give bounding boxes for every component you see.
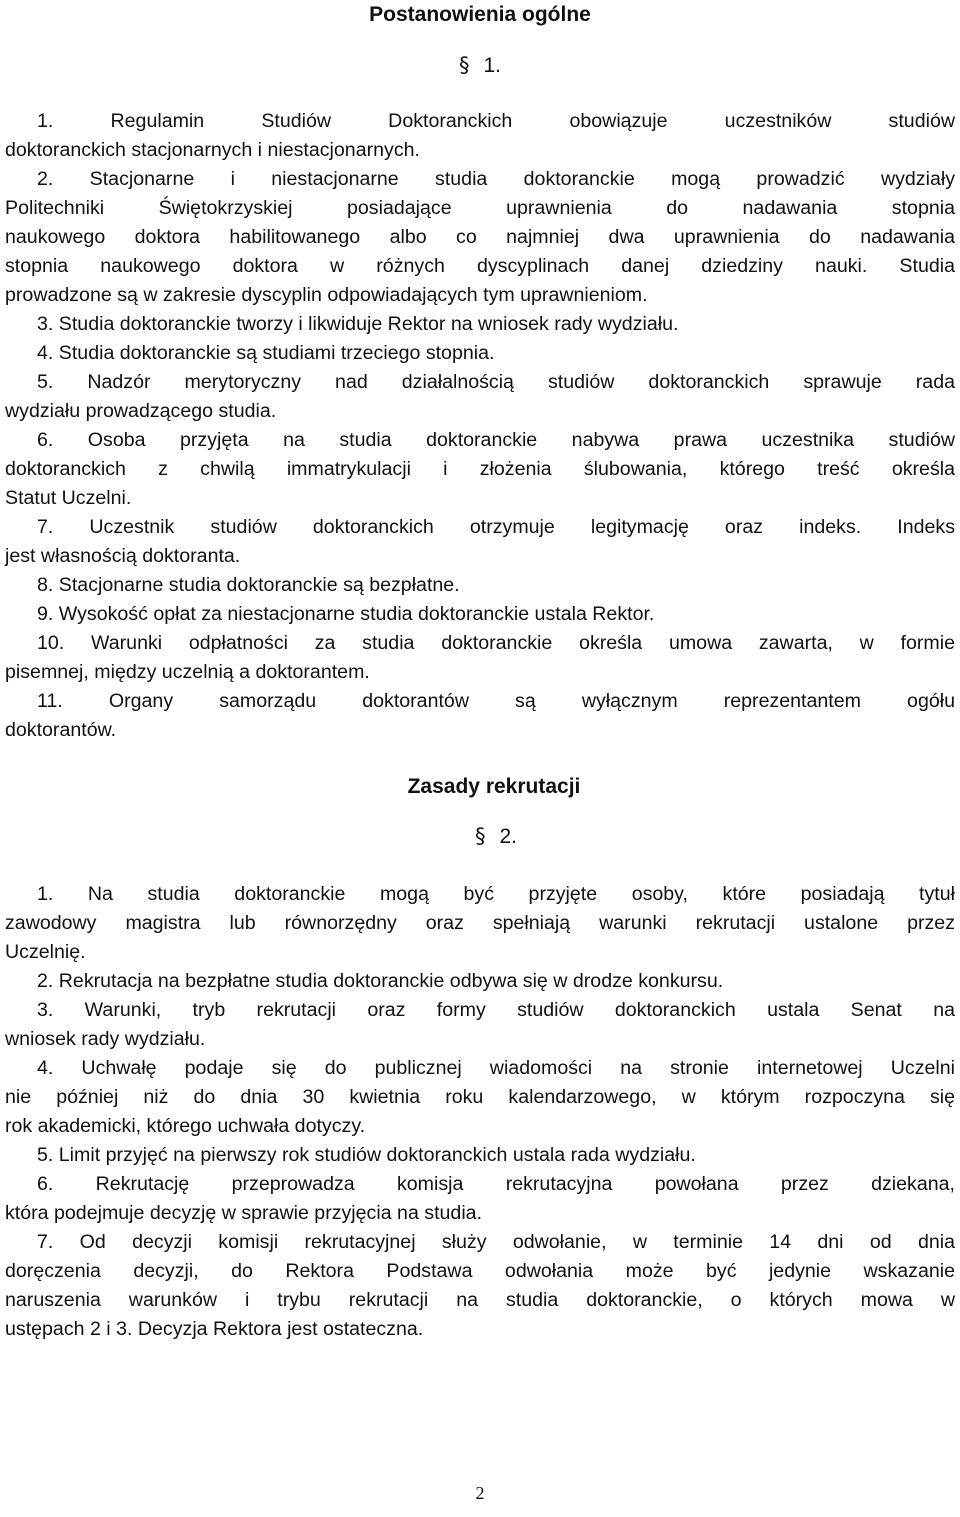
paragraph-mark	[0, 51, 960, 80]
text-line: 5. Limit przyjęć na pierwszy rok studiów doktoranckich ustala rada wydziału.	[37, 1144, 696, 1166]
text-line: 2. Rekrutacja na bezpłatne studia doktoranckie odbywa się w drodze konkursu.	[37, 970, 724, 992]
text-line: 3. Warunki, tryb rekrutacji oraz formy studiów doktoranckich ustala Senat na	[37, 999, 955, 1021]
text-line: prowadzone są w zakresie dyscyplin odpowiadających tym uprawnieniom.	[5, 284, 648, 306]
text-line: 2. Stacjonarne i niestacjonarne studia doktoranckie mogą prowadzić wydziały	[37, 168, 955, 190]
text-line: 11. Organy samorządu doktorantów są wyłącznym reprezentantem ogółu	[37, 690, 955, 712]
paragraph-number: 1.	[483, 54, 501, 77]
section-sign: §	[474, 824, 486, 848]
text-line: naukowego doktora habilitowanego albo co najmniej dwa uprawnienia do nadawania	[5, 226, 955, 248]
text-line: 1. Na studia doktoranckie mogą być przyjęte osoby, które posiadają tytuł	[37, 883, 955, 905]
text-line: naruszenia warunków i trybu rekrutacji na studia doktoranckie, o których mowa w	[5, 1289, 955, 1311]
text-line: wydziału prowadzącego studia.	[5, 400, 277, 422]
text-line: 1. Regulamin Studiów Doktoranckich obowiązuje uczestników studiów	[37, 110, 955, 132]
text-line: wniosek rady wydziału.	[5, 1028, 206, 1050]
text-line: 4. Studia doktoranckie są studiami trzeciego stopnia.	[37, 342, 495, 364]
page-number: 2	[475, 1483, 485, 1503]
text-line: ustępach 2 i 3. Decyzja Rektora jest ostateczna.	[5, 1318, 424, 1340]
text-line: doręczenia decyzji, do Rektora Podstawa odwołania może być jedynie wskazanie	[5, 1260, 955, 1282]
text-line: 7. Od decyzji komisji rekrutacyjnej służy odwołanie, w terminie 14 dni od dnia	[37, 1231, 955, 1253]
paragraph-mark	[16, 822, 960, 851]
text-line: która podejmuje decyzję w sprawie przyjęcia na studia.	[5, 1202, 483, 1224]
section-title: Postanowienia ogólne	[369, 3, 591, 26]
text-line: Statut Uczelni.	[5, 487, 132, 509]
section-sign: §	[458, 53, 470, 77]
text-line: Uczelnię.	[5, 941, 86, 963]
text-line: 4. Uchwałę podaje się do publicznej wiadomości na stronie internetowej Uczelni	[37, 1057, 955, 1079]
text-line: doktoranckich z chwilą immatrykulacji i złożenia ślubowania, którego treść określa	[5, 458, 955, 480]
text-line: Politechniki Świętokrzyskiej posiadające uprawnienia do nadawania stopnia	[5, 197, 955, 219]
text-line: rok akademicki, którego uchwała dotyczy.	[5, 1115, 366, 1137]
text-line: jest własnością doktoranta.	[5, 545, 241, 567]
text-line: stopnia naukowego doktora w różnych dyscyplinach danej dziedziny nauki. Studia	[5, 255, 955, 277]
section-title: Zasady rekrutacji	[407, 775, 581, 798]
text-line: 3. Studia doktoranckie tworzy i likwiduje Rektor na wniosek rady wydziału.	[37, 313, 679, 335]
text-line: 8. Stacjonarne studia doktoranckie są bezpłatne.	[37, 574, 460, 596]
text-line: zawodowy magistra lub równorzędny oraz spełniają warunki rekrutacji ustalone przez	[5, 912, 955, 934]
text-line: 6. Rekrutację przeprowadza komisja rekrutacyjna powołana przez dziekana,	[37, 1173, 955, 1195]
text-line: 9. Wysokość opłat za niestacjonarne studia doktoranckie ustala Rektor.	[37, 603, 655, 625]
text-line: 6. Osoba przyjęta na studia doktoranckie nabywa prawa uczestnika studiów	[37, 429, 955, 451]
text-line: 10. Warunki odpłatności za studia doktoranckie określa umowa zawarta, w formie	[37, 632, 955, 654]
text-line: doktorantów.	[5, 719, 117, 741]
paragraph-number: 2.	[499, 825, 517, 848]
text-line: nie później niż do dnia 30 kwietnia roku kalendarzowego, w którym rozpoczyna się	[5, 1086, 955, 1108]
text-line: 5. Nadzór merytoryczny nad działalnością studiów doktoranckich sprawuje rada	[37, 371, 955, 393]
text-line: doktoranckich stacjonarnych i niestacjonarnych.	[5, 139, 420, 161]
text-line: 7. Uczestnik studiów doktoranckich otrzymuje legitymację oraz indeks. Indeks	[37, 516, 955, 538]
text-line: pisemnej, między uczelnią a doktorantem.	[5, 661, 370, 683]
